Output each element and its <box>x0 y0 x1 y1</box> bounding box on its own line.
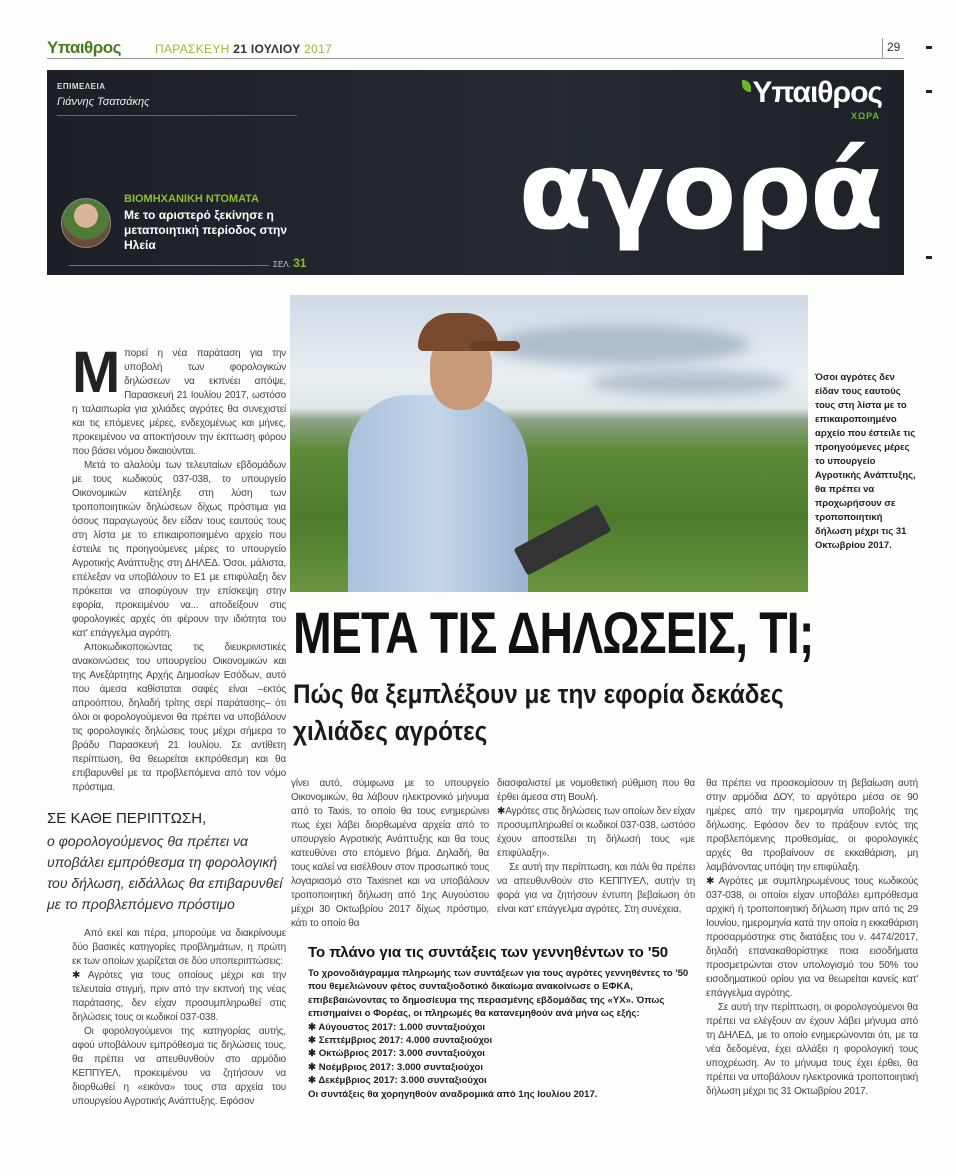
asterisk-bullet-icon: ✱ <box>308 1061 319 1073</box>
asterisk-bullet-icon: ✱ <box>308 1035 319 1047</box>
paragraph: Σε αυτή την περίπτωση, οι φορολογούμενοι θα πρέπει να ελέγξουν αν έχουν λάβει μήνυμα από τη ΔΗΛΕΔ, με το οποίο ενημερώνονται ότι, με τα νέα δεδομένα, έχει αλλάξει η φορολογική τους υποχρέωση. Αν το μήνυμα τους έχει έρθει, θα πρέπει να υποβάλουν ηλεκτρονικά τροποποιητική δήλωση μέχρι τις 31 Οκτωβρίου 2017. <box>706 1002 918 1097</box>
registration-mark <box>926 46 932 49</box>
cloud <box>490 325 750 365</box>
left-column-stack <box>47 340 286 1109</box>
brand-logo-text: Υπαιθρος <box>752 76 882 109</box>
date-year: 2017 <box>304 42 333 56</box>
dateline <box>155 42 332 56</box>
divider <box>57 115 297 116</box>
asterisk-bullet-icon: ✱ <box>706 876 719 887</box>
subheadline: Πώς θα ξεμπλέξουν με την εφορία δεκάδες χιλιάδες αγρότες <box>293 679 784 746</box>
date-main: 21 ΙΟΥΛΙΟΥ <box>233 42 301 56</box>
page-number: 29 <box>887 40 901 54</box>
box-item-text: Σεπτέμβριος 2017: 4.000 συνταξιούχοι <box>318 1035 493 1047</box>
bullet-paragraph <box>72 969 286 1025</box>
asterisk-bullet-icon: ✱ <box>308 1048 319 1060</box>
middle-stack <box>291 777 695 1101</box>
box-item <box>308 1034 695 1047</box>
box-item <box>308 1061 695 1074</box>
page-separator <box>882 38 883 58</box>
brand-sub: ΧΩΡΑ <box>850 111 880 121</box>
date-day: ΠΑΡΑΣΚΕΥΗ <box>155 42 230 56</box>
asterisk-bullet-icon: ✱ <box>497 806 506 817</box>
pull-quote-kicker: ΣΕ ΚΑΘΕ ΠΕΡΙΠΤΩΣΗ, <box>47 810 207 827</box>
tomato-truck-thumbnail[interactable] <box>61 198 111 248</box>
page-ref-label: ΣΕΛ. <box>273 260 291 269</box>
promo-title[interactable]: Με το αριστερό ξεκίνησε η μεταποιητική περίοδος στην Ηλεία <box>124 208 288 252</box>
paragraph: Μετά το αλαλούμ των τελευταίων εβδομάδων με τους κωδικούς 037-038, το υπουργείο Οικονομικών κατέληξε στη λύση των τροποποιητικών δηλώσεων δίχως πρόστιμα για όσους παραγωγούς δεν είδαν τους εαυτούς τους στη λίστα με το επικαιροποιημένο αρχείο που έστειλε τις προηγούμενες μέρες το υπουργείο Αγροτικής Ανάπτυξης στη ΔΗΛΕΔ. Όσοι, μάλιστα, επέλεξαν να υποβάλουν το Ε1 με επιφύλαξη δεν πρόκειται να αποφύγουν την επίσκεψη στην εφορία, προκειμένου να... αποδείξουν στις φορολογικές αρχές ότι φέρουν την ιδιότητα του κατ' επάγγελμα αγρότη. <box>72 460 286 639</box>
section-banner <box>47 70 904 275</box>
paragraph: γίνει αυτό, σύμφωνα με το υπουργείο Οικονομικών, θα λάβουν ηλεκτρονικό μήνυμα από το Taxis, το οποίο θα τους ενημερώνει πως έχει λάβει διορθωμένα αρχεία από το υπουργείο Αγροτικής Ανάπτυξης και θα τους κατευθύνει στο επόμενο βήμα. Δηλαδή, θα τους καλεί να εισέλθουν στον προσωπικό τους λογαριασμό στο Taxisnet και να υποβάλουν τροποποιητική δήλωση από 1ης Αυγούστου μέχρι 30 Οκτωβρίου 2017 δίχως πρόστιμο, κάτι το οποίο θα <box>291 778 489 929</box>
box-intro: Το χρονοδιάγραμμα πληρωμής των συντάξεων για τους αγρότες γεννηθέντες το '50 που θεμελιώνουν φέτος συνταξιοδοτικό δικαίωμα ανακοίνωσε ο ΕΦΚΑ, επιβεβαιώνοντας το δημοσίευμα της περασμένης εβδομάδας της «ΥΧ». Όπως επισημαίνει ο Φορέας, οι πληρωμές θα κατανεμηθούν ανά μήνα ως εξής: <box>308 968 689 1020</box>
bullet-text: Αγρότες με συμπληρωμένους τους κωδικούς 037-038, οι οποίοι είχαν υποβάλει εμπρόθεσμα αρχική ή τροποποιητική δήλωση πριν από τις 29 Ιουνίου, ημερομηνία κατά την οποία η εκκαθάριση προσαρμόστηκε στις διατάξεις του ν. 4474/2017, δηλαδή επανακαθορίστηκε ποια εισοδήματα προσμετρώνται στον υπολογισμό του 50% του εισοδηματικού ορίου για να θεωρείται κανείς κατ' επάγγελμα αγρότης. <box>706 876 918 999</box>
paragraph: Αποκωδικοποιώντας τις διευκρινιστικές ανακοινώσεις του υπουργείου Οικονομικών και της Ανεξάρτητης Αρχής Δημοσίων Εσόδων, αυτό που άμεσα καθίσταται σαφές είναι –εκτός απροόπτου, δηλαδή τρίτης σερί παράτασης– ότι όλοι οι φορολογούμενοι θα πρέπει να υποβάλουν τις φορολογικές δηλώσεις τους μέχρι σήμερα το βράδυ Παρασκευή 21 Ιουλίου. Σε αντίθετη περίπτωση, θα θεωρείται εκπρόθεσμη και θα επιβαρυνθεί με τα προβλεπόμενα από τον νόμο πρόστιμα. <box>72 642 286 793</box>
box-item-text: Δεκέμβριος 2017: 3.000 συνταξιούχοι <box>318 1075 487 1087</box>
box-item-text: Οκτώβριος 2017: 3.000 συνταξιούχοι <box>318 1048 485 1060</box>
box-item-text: Νοέμβριος 2017: 3.000 συνταξιούχοι <box>318 1061 484 1073</box>
farmer-photo <box>290 295 808 592</box>
box-item <box>308 1074 695 1087</box>
editor-label: ΕΠΙΜΕΛΕΙΑ <box>57 82 106 91</box>
sidebar-box-title: Το πλάνο για τις συντάξεις των γεννηθέντων το '50 <box>308 944 669 961</box>
tablet <box>514 504 612 575</box>
box-footer: Οι συντάξεις θα χορηγηθούν αναδρομικά από 1ης Ιουλίου 2017. <box>308 1088 598 1100</box>
cap-brim <box>470 341 520 351</box>
paragraph: Από εκεί και πέρα, μπορούμε να διακρίνουμε δύο βασικές κατηγορίες προβλημάτων, η πρώτη εκ των οποίων χωρίζεται σε δύο υποπεριπτώσεις: <box>72 928 286 967</box>
asterisk-bullet-icon: ✱ <box>308 1021 319 1033</box>
paragraph: διασφαλιστεί με νομοθετική ρύθμιση που θα έρθει άμεσα στη Βουλή. <box>497 778 695 803</box>
paragraph: πορεί η νέα παράταση για την υποβολή των φορολογικών δηλώσεων να εκπνέει απόψε, Παρασκευή 21 Ιουλίου 2017, ωστόσο η ταλαιπωρία για χιλιάδες αγρότες θα συνεχιστεί και τις επόμενες μέρες, ενδεχομένως και μήνες, προκειμένου να αποκτήσουν την έκπτωση φόρου που βάσει νόμου δικαιούνται. <box>72 348 286 457</box>
leaf-icon <box>742 80 751 92</box>
promo-kicker[interactable]: ΒΙΟΜΗΧΑΝΙΚΗ ΝΤΟΜΑΤΑ <box>124 193 259 205</box>
headline: ΜΕΤΑ ΤΙΣ ΔΗΛΩΣΕΙΣ, ΤΙ; <box>293 601 814 666</box>
paragraph: Σε αυτή την περίπτωση, και πάλι θα πρέπει να απευθυνθούν στο ΚΕΠΠΥΕΛ, αυτήν τη φορά για να ζητήσουν έντυπη βεβαίωση ότι είναι κατ' επάγγελμα αγρότες. Στη συνέχεια, <box>497 862 695 915</box>
pull-quote: ο φορολογούμενος θα πρέπει να υποβάλει εμπρόθεσμα τη φορολογική του δήλωση, ειδάλλως θα επιβαρυνθεί με το προβλεπόμενο πρόστιμο <box>47 833 283 912</box>
paragraph: θα πρέπει να προσκομίσουν τη βεβαίωση αυτή στην αρμόδια ΔΟΥ, το αργότερο μέσα σε 90 ημέρες από την ημερομηνία υποβολής της δήλωσης. Εφόσον δεν το πράξουν εντός της προβλεπόμενης προθεσμίας, οι φορολογικές αρχές θα προβαίνουν σε εκκαθάριση, μη λαμβάνοντας υπόψη την επιφύλαξη. <box>706 778 918 873</box>
bullet-text: Αγρότες για τους οποίους μέχρι και την τελευταία στιγμή, πριν από την εκπνοή της νέας παράτασης, δεν είχαν προσυμπληρωθεί στις δηλώσεις τους οι κωδικοί 037-038. <box>72 970 286 1023</box>
article-column-1b <box>72 927 286 1109</box>
article-column-3 <box>497 777 695 931</box>
middle-columns <box>291 777 695 931</box>
article-column-4 <box>706 777 918 1099</box>
registration-mark <box>926 90 932 93</box>
bullet-paragraph <box>706 875 918 1001</box>
bullet-paragraph <box>497 805 695 861</box>
article-column-2 <box>291 777 489 931</box>
divider <box>69 265 269 266</box>
bullet-text: Αγρότες στις δηλώσεις των οποίων δεν είχαν προσυμπληρωθεί οι κωδικοί 037-038, ωστόσο έχουν αποστείλει τη δήλωσή τους «με επιφύλαξη». <box>497 806 695 859</box>
brand-logo <box>742 76 882 110</box>
promo-page-ref[interactable] <box>273 256 306 272</box>
cloud <box>590 370 790 395</box>
drop-cap: Μ <box>72 340 121 405</box>
editor-name: Γιάννης Τσατσάκης <box>57 96 150 108</box>
newspaper-logo: Υπαιθρος <box>47 38 121 57</box>
registration-mark <box>926 256 932 259</box>
box-item <box>308 1047 695 1060</box>
box-item <box>308 1021 695 1034</box>
section-title: αγορά <box>518 129 882 254</box>
box-item-text: Αύγουστος 2017: 1.000 συνταξιούχοι <box>318 1021 486 1033</box>
article-column-1 <box>72 340 286 795</box>
page-ref-number: 31 <box>293 256 307 270</box>
photo-caption: Όσοι αγρότες δεν είδαν τους εαυτούς τους στη λίστα με το επικαιροποιημένο αρχείο που έστειλε τις προηγούμενες μέρες το υπουργείο Αγροτικής Ανάπτυξης, θα πρέπει να προχωρήσουν σε τροποποιητική δήλωση μέχρι τις 31 Οκτωβρίου 2017. <box>815 372 916 551</box>
farmer-shirt <box>348 395 528 592</box>
header-rule <box>47 58 904 59</box>
paragraph: Οι φορολογούμενοι της κατηγορίας αυτής, αφού υποβάλουν εμπρόθεσμα τις δηλώσεις τους, θα πρέπει να απευθυνθούν στο αρμόδιο ΚΕΠΠΥΕΛ, προκειμένου να ζητήσουν να διορθωθεί η «εικόνα» τους στα αρχεία του υπουργείου Αγροτικής Ανάπτυξης. Εφόσον <box>72 1026 286 1107</box>
asterisk-bullet-icon: ✱ <box>72 970 88 981</box>
asterisk-bullet-icon: ✱ <box>308 1075 319 1087</box>
sidebar-box <box>308 967 695 1101</box>
